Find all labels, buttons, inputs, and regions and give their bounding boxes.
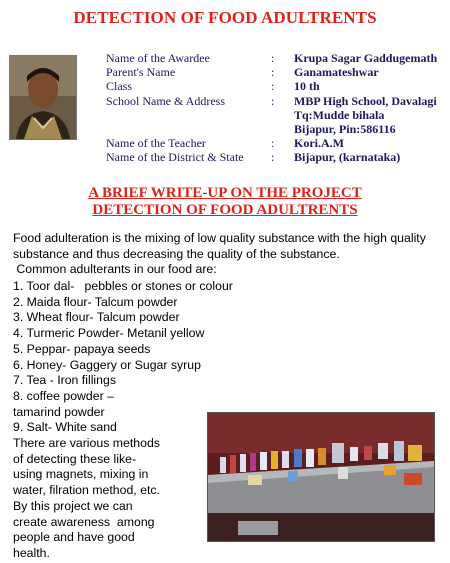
portrait-image <box>10 56 76 139</box>
lab-table-image <box>208 413 434 541</box>
colon: : <box>271 93 275 108</box>
label-awardee: Name of the Awardee <box>106 51 210 65</box>
label-district: Name of the District & State <box>106 150 244 165</box>
list-item: 9. Salt- White sand <box>13 420 117 435</box>
closing-line: of detecting these like- <box>13 451 137 466</box>
colon: : <box>271 65 275 80</box>
list-item: 1. Toor dal- pebbles or stones or colour <box>13 279 233 293</box>
writeup-heading-line2: DETECTION OF FOOD ADULTRENTS <box>92 202 358 218</box>
list-item: 8. coffee powder – <box>13 388 114 403</box>
closing-line: There are various methods <box>13 436 160 451</box>
list-item: 6. Honey- Gaggery or Sugar syrup <box>13 357 201 372</box>
intro-paragraph: Food adulteration is the mixing of low quality substance with the high quality substance and thus decreasing the quality of the substance. <box>13 231 426 261</box>
info-values <box>294 51 437 165</box>
colon: : <box>271 51 275 65</box>
awardee-photo <box>9 55 77 140</box>
label-parent: Parent's Name <box>106 65 176 80</box>
page-title: DETECTION OF FOOD ADULTRENTS <box>73 8 377 27</box>
writeup-heading <box>0 185 450 219</box>
list-item: 7. Tea - Iron fillings <box>13 373 116 388</box>
label-school: School Name & Address <box>106 93 225 108</box>
colon: : <box>271 136 275 151</box>
list-item: 4. Turmeric Powder- Metanil yellow <box>13 326 205 341</box>
value-teacher: Kori.A.M <box>294 136 344 151</box>
label-blank-2 <box>106 122 244 136</box>
value-class: 10 th <box>294 79 320 94</box>
list-item: 5. Peppar- papaya seeds <box>13 341 151 356</box>
closing-line: health. <box>13 545 50 560</box>
list-item: tamarind powder <box>13 404 105 419</box>
intro-block <box>13 231 433 278</box>
writeup-heading-line1: A BRIEF WRITE-UP ON THE PROJECT <box>88 185 362 201</box>
colon: : <box>271 79 275 94</box>
closing-line: using magnets, mixing in <box>13 467 149 482</box>
colon <box>271 122 274 136</box>
info-labels <box>106 51 244 165</box>
value-district: Bijapur, (karnataka) <box>294 150 401 165</box>
closing-line: people and have good <box>13 530 135 545</box>
colon <box>271 108 274 122</box>
list-item: 3. Wheat flour- Talcum powder <box>13 310 180 325</box>
label-class: Class <box>106 79 133 94</box>
lab-setup-photo <box>207 412 435 542</box>
value-school-taluk: Tq:Mudde bihala <box>294 107 385 122</box>
label-teacher: Name of the Teacher <box>106 136 206 151</box>
value-parent: Ganamateshwar <box>294 65 379 80</box>
closing-line: create awareness among <box>13 514 155 529</box>
value-school: MBP High School, Davalagi <box>294 93 437 108</box>
common-heading: Common adulterants in our food are: <box>13 262 217 277</box>
adulterant-list <box>13 279 233 562</box>
colon: : <box>271 150 275 165</box>
list-item: 2. Maida flour- Talcum powder <box>13 294 178 309</box>
closing-line: By this project we can <box>13 498 133 513</box>
value-awardee: Krupa Sagar Gaddugemath <box>294 51 438 65</box>
closing-line: water, filration method, etc. <box>13 483 160 498</box>
info-colons <box>271 51 274 165</box>
value-school-pin: Bijapur, Pin:586116 <box>294 121 396 136</box>
label-blank-1 <box>106 108 244 122</box>
